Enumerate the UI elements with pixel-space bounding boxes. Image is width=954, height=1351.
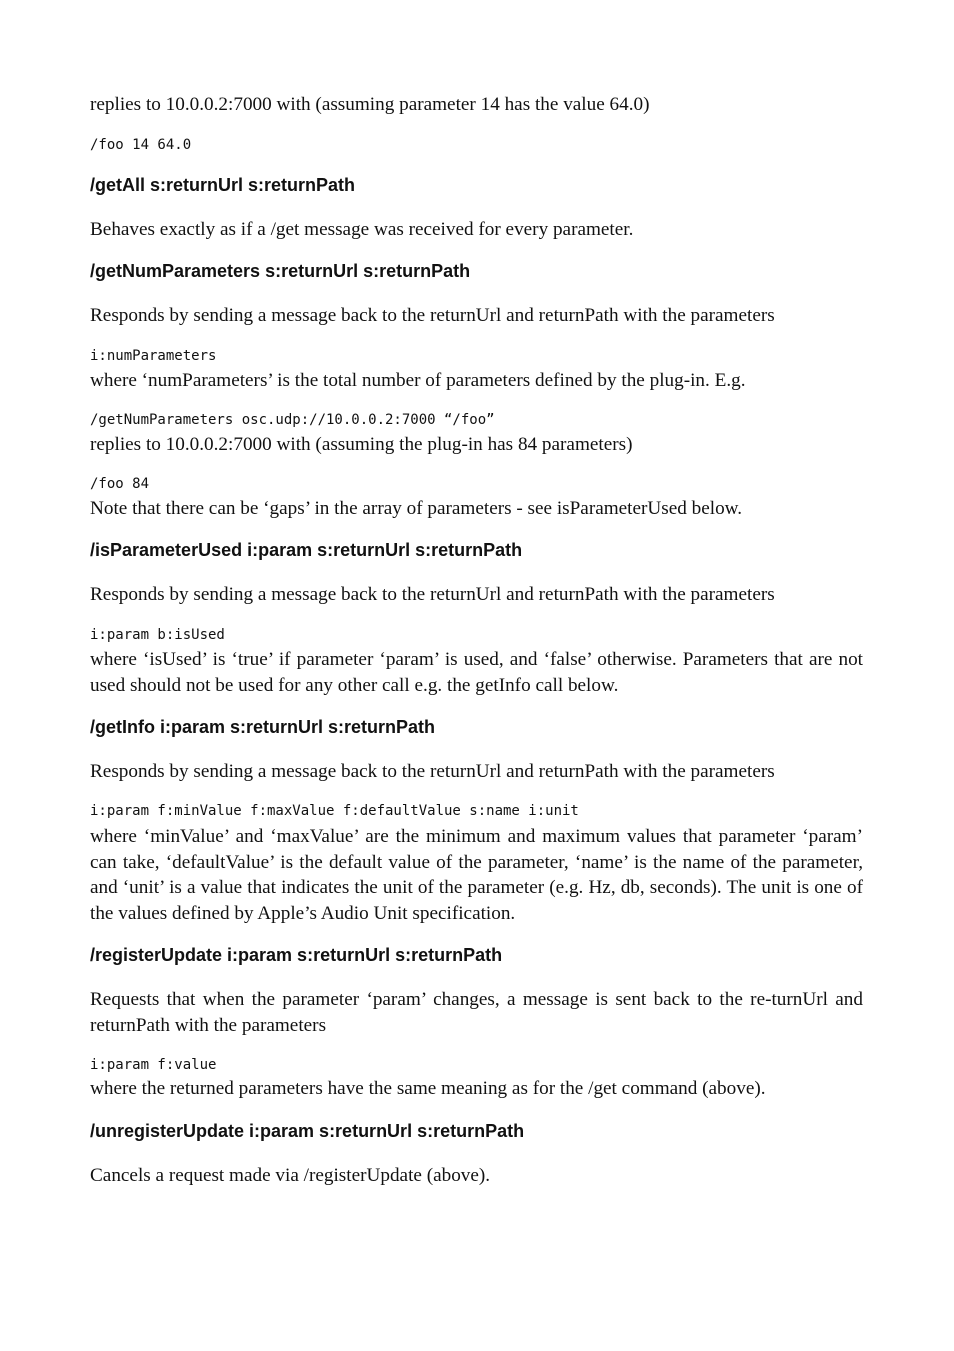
getnumparameters-reply-text: replies to 10.0.0.2:7000 with (assuming the plug-in has 84 parameters) [90, 434, 633, 455]
heading-registerupdate: /registerUpdate i:param s:returnUrl s:returnPath [90, 945, 503, 965]
unregisterupdate-description: Cancels a request made via /registerUpdate (above). [90, 1165, 491, 1186]
getnumparameters-code-example: /getNumParameters osc.udp://10.0.0.2:7000 “/foo” [90, 412, 495, 428]
getnumparameters-code-signature: i:numParameters [90, 348, 217, 364]
registerupdate-description: Requests that when the parameter ‘param’ changes, a message is sent back to the re-turnUrl and returnPath with the parameters [90, 989, 863, 1036]
getall-description: Behaves exactly as if a /get message was received for every parameter. [90, 219, 634, 240]
heading-unregisterupdate: /unregisterUpdate i:param s:returnUrl s:returnPath [90, 1121, 525, 1141]
getnumparameters-explanation: where ‘numParameters’ is the total number of parameters defined by the plug-in. E.g. [90, 370, 746, 391]
heading-getall: /getAll s:returnUrl s:returnPath [90, 175, 356, 195]
heading-isparameterused: /isParameterUsed i:param s:returnUrl s:returnPath [90, 540, 523, 560]
getinfo-description: Responds by sending a message back to the returnUrl and returnPath with the parameters [90, 761, 775, 782]
heading-getnumparameters: /getNumParameters s:returnUrl s:returnPath [90, 261, 471, 281]
registerupdate-code: i:param f:value [90, 1057, 217, 1073]
registerupdate-explanation: where the returned parameters have the same meaning as for the /get command (above). [90, 1078, 766, 1099]
getnumparameters-description: Responds by sending a message back to the returnUrl and returnPath with the parameters [90, 305, 775, 326]
getnumparameters-note: Note that there can be ‘gaps’ in the array of parameters - see isParameterUsed below. [90, 498, 743, 519]
isparameterused-explanation: where ‘isUsed’ is ‘true’ if parameter ‘param’ is used, and ‘false’ otherwise. Parameters that are not used should not be used for any other call e.g. the getInfo call below. [90, 649, 863, 696]
isparameterused-code: i:param b:isUsed [90, 627, 225, 643]
isparameterused-description: Responds by sending a message back to the returnUrl and returnPath with the parameters [90, 584, 775, 605]
getinfo-code: i:param f:minValue f:maxValue f:defaultValue s:name i:unit [90, 803, 579, 819]
intro-reply-text: replies to 10.0.0.2:7000 with (assuming parameter 14 has the value 64.0) [90, 94, 650, 115]
getnumparameters-reply-code: /foo 84 [90, 476, 150, 492]
heading-getinfo: /getInfo i:param s:returnUrl s:returnPath [90, 717, 436, 737]
getinfo-explanation: where ‘minValue’ and ‘maxValue’ are the minimum and maximum values that parameter ‘param’ can take, ‘defaultValue’ is the default value of the parameter, ‘name’ is the name of the parameter, and ‘unit’ is a value that indicates the unit of the parameter (e.g. Hz, db, seconds). The unit is one of the values defined by Apple’s Audio Unit specification. [90, 826, 863, 924]
intro-reply-code: /foo 14 64.0 [90, 137, 192, 153]
